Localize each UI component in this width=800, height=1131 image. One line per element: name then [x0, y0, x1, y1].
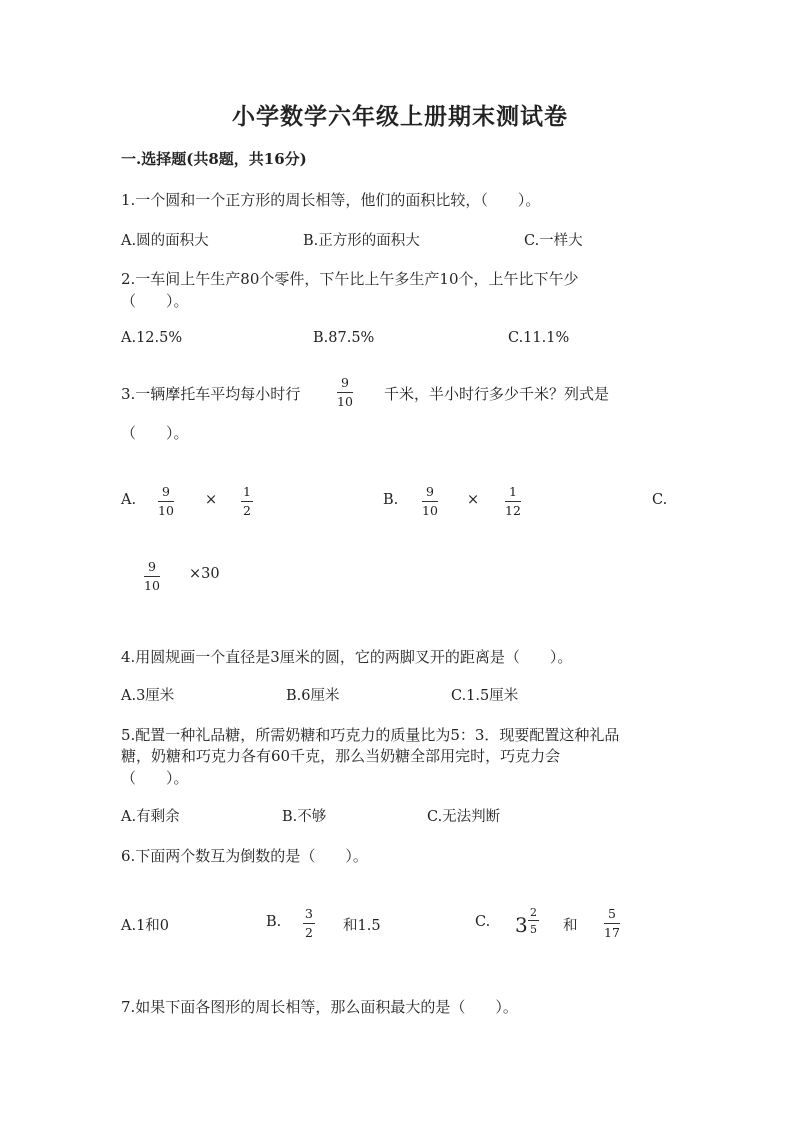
question-3-option-a-label: A.	[121, 492, 137, 508]
question-3-option-b-fraction-2	[505, 486, 521, 517]
question-6-option-c-whole: 3	[515, 913, 528, 937]
fraction-denominator: 12	[505, 502, 521, 518]
question-2-option-b: B.87.5%	[313, 330, 375, 346]
question-4-option-c: C.1.5厘米	[451, 688, 519, 704]
page-title: 小学数学六年级上册期末测试卷	[232, 103, 568, 130]
question-3-suffix: 千米，半小时行多少千米？列式是	[384, 385, 610, 403]
question-5-option-a: A.有剩余	[121, 809, 180, 825]
question-3-option-b-fraction-1	[422, 486, 438, 517]
fraction-numerator: 1	[243, 484, 251, 499]
fraction-denominator: 17	[604, 924, 620, 940]
question-1-option-c: C.一样大	[524, 233, 583, 249]
fraction-denominator: 10	[144, 577, 160, 593]
question-3-option-b-label: B.	[383, 492, 399, 508]
fraction-denominator: 10	[422, 502, 438, 518]
question-1-text: 1.一个圆和一个正方形的周长相等，他们的面积比较，（ ）。	[121, 191, 541, 209]
question-5-option-b: B.不够	[282, 809, 327, 825]
fraction-numerator: 5	[607, 906, 616, 921]
question-5-line-3: （ ）。	[121, 769, 189, 787]
section-heading: 一.选择题(共8题，共16分)	[121, 150, 307, 168]
question-5-option-c: C.无法判断	[427, 809, 501, 825]
fraction-numerator: 3	[305, 906, 313, 921]
fraction-denominator: 10	[337, 393, 353, 409]
times-sign: ×	[205, 492, 218, 508]
fraction-numerator: 9	[147, 559, 156, 574]
question-3-option-a-fraction-1	[158, 486, 174, 517]
question-2-line-2: （ ）。	[121, 292, 189, 310]
question-4-option-b: B.6厘米	[286, 688, 340, 704]
question-6-option-c-and: 和	[563, 918, 578, 934]
fraction-denominator: 2	[243, 502, 251, 518]
question-7-text: 7.如果下面各图形的周长相等，那么面积最大的是（ ）。	[121, 998, 518, 1016]
fraction-numerator: 1	[508, 484, 517, 499]
fraction-denominator: 2	[305, 924, 313, 940]
question-4-text: 4.用圆规画一个直径是3厘米的圆，它的两脚叉开的距离是（ ）。	[121, 648, 573, 666]
question-6-option-b-label: B.	[266, 914, 282, 930]
question-6-text: 6.下面两个数互为倒数的是（ ）。	[121, 847, 368, 865]
question-6-option-c-fraction	[528, 907, 539, 935]
question-4-option-a: A.3厘米	[121, 688, 175, 704]
question-2-option-c: C.11.1%	[508, 330, 570, 346]
fraction-denominator: 10	[158, 502, 174, 518]
fraction-numerator: 9	[425, 484, 434, 499]
question-3-option-c-fraction	[144, 561, 160, 592]
question-3-option-c-rest: ×30	[189, 566, 220, 582]
question-6-option-c-fraction-2	[604, 908, 620, 939]
question-1-option-b: B.正方形的面积大	[303, 233, 420, 249]
question-5-line-2: 糖，奶糖和巧克力各有60千克，那么当奶糖全部用完时，巧克力会	[121, 747, 561, 765]
question-6-option-b-rest: 和1.5	[343, 918, 381, 934]
fraction-numerator: 9	[161, 484, 170, 499]
question-6-option-c-label: C.	[475, 914, 491, 930]
question-5-line-1: 5.配置一种礼品糖，所需奶糖和巧克力的质量比为5：3．现要配置这种礼品	[121, 726, 620, 744]
question-3-prefix: 3.一辆摩托车平均每小时行	[121, 385, 301, 403]
question-2-option-a: A.12.5%	[121, 330, 183, 346]
fraction-numerator: 2	[530, 906, 537, 919]
question-3-option-c-label: C.	[652, 492, 668, 508]
question-6-option-b-fraction	[303, 908, 315, 939]
question-3-option-a-fraction-2	[241, 486, 253, 517]
question-3-fraction	[337, 377, 353, 408]
fraction-denominator: 5	[530, 923, 537, 936]
question-1-option-a: A.圆的面积大	[121, 233, 209, 249]
question-6-option-a: A.1和0	[121, 918, 170, 934]
times-sign: ×	[467, 492, 480, 508]
question-3-line-2: （ ）。	[121, 424, 189, 442]
question-2-line-1: 2.一车间上午生产80个零件，下午比上午多生产10个，上午比下午少	[121, 270, 579, 288]
fraction-numerator: 9	[340, 375, 349, 390]
